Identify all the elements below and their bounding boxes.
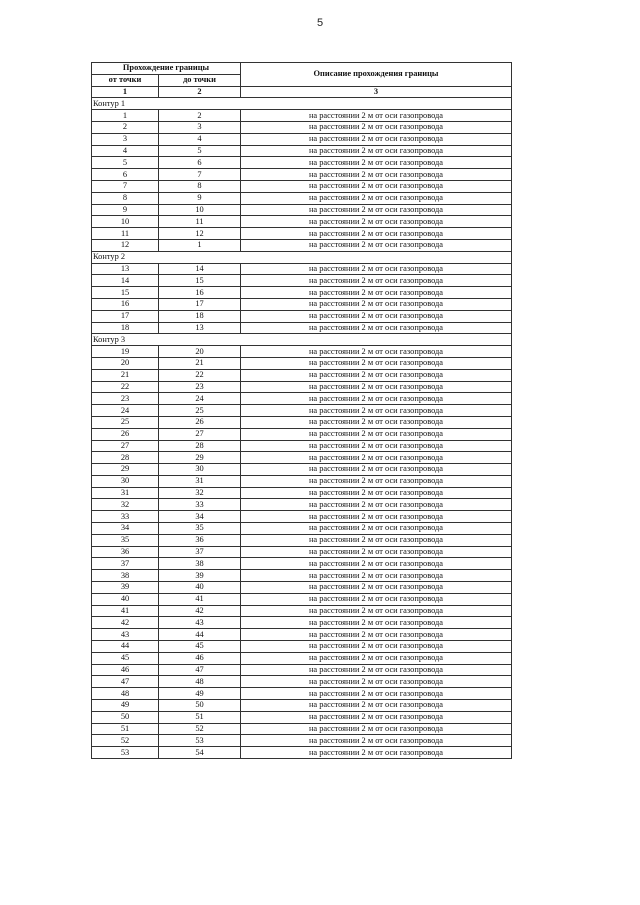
description-cell: на расстоянии 2 м от оси газопровода [241,464,512,476]
to-point-cell: 18 [159,310,241,322]
table-row [92,157,512,169]
to-point-cell: 45 [159,641,241,653]
from-point-cell: 35 [92,534,159,546]
from-point-cell: 37 [92,558,159,570]
from-point-cell: 10 [92,216,159,228]
description-cell: на расстоянии 2 м от оси газопровода [241,558,512,570]
contour-label: Контур 2 [92,251,512,263]
from-point-cell: 6 [92,169,159,181]
to-point-cell: 53 [159,735,241,747]
table-row [92,310,512,322]
table-row [92,204,512,216]
to-point-cell: 38 [159,558,241,570]
to-point-cell: 5 [159,145,241,157]
table-row [92,228,512,240]
description-cell: на расстоянии 2 м от оси газопровода [241,381,512,393]
from-point-cell: 46 [92,664,159,676]
description-cell: на расстоянии 2 м от оси газопровода [241,523,512,535]
description-cell: на расстоянии 2 м от оси газопровода [241,110,512,122]
description-cell: на расстоянии 2 м от оси газопровода [241,582,512,594]
from-point-cell: 52 [92,735,159,747]
to-point-cell: 39 [159,570,241,582]
to-point-cell: 10 [159,204,241,216]
description-cell: на расстоянии 2 м от оси газопровода [241,216,512,228]
from-point-cell: 8 [92,192,159,204]
to-point-cell: 6 [159,157,241,169]
to-point-cell: 12 [159,228,241,240]
description-cell: на расстоянии 2 м от оси газопровода [241,534,512,546]
table-row [92,475,512,487]
header-from-point: от точки [92,74,159,86]
table-row [92,322,512,334]
description-cell: на расстоянии 2 м от оси газопровода [241,747,512,759]
from-point-cell: 4 [92,145,159,157]
to-point-cell: 21 [159,357,241,369]
table-row [92,735,512,747]
description-cell: на расстоянии 2 м от оси газопровода [241,700,512,712]
table-row [92,570,512,582]
header-description: Описание прохождения границы [241,63,512,87]
description-cell: на расстоянии 2 м от оси газопровода [241,121,512,133]
from-point-cell: 20 [92,357,159,369]
to-point-cell: 2 [159,110,241,122]
to-point-cell: 54 [159,747,241,759]
to-point-cell: 42 [159,605,241,617]
table-row [92,676,512,688]
table-row [92,688,512,700]
table-row [92,440,512,452]
to-point-cell: 32 [159,487,241,499]
table-row [92,428,512,440]
to-point-cell: 26 [159,416,241,428]
to-point-cell: 34 [159,511,241,523]
to-point-cell: 14 [159,263,241,275]
description-cell: на расстоянии 2 м от оси газопровода [241,180,512,192]
to-point-cell: 29 [159,452,241,464]
to-point-cell: 23 [159,381,241,393]
from-point-cell: 3 [92,133,159,145]
table-row [92,239,512,251]
to-point-cell: 28 [159,440,241,452]
to-point-cell: 44 [159,629,241,641]
to-point-cell: 16 [159,287,241,299]
table-row [92,263,512,275]
table-row [92,416,512,428]
description-cell: на расстоянии 2 м от оси газопровода [241,192,512,204]
to-point-cell: 3 [159,121,241,133]
description-cell: на расстоянии 2 м от оси газопровода [241,570,512,582]
from-point-cell: 49 [92,700,159,712]
header-col-number-2: 2 [159,86,241,98]
from-point-cell: 11 [92,228,159,240]
from-point-cell: 12 [92,239,159,251]
to-point-cell: 52 [159,723,241,735]
from-point-cell: 50 [92,711,159,723]
description-cell: на расстоянии 2 м от оси газопровода [241,723,512,735]
description-cell: на расстоянии 2 м от оси газопровода [241,310,512,322]
contour-row [92,251,512,263]
description-cell: на расстоянии 2 м от оси газопровода [241,239,512,251]
table-row [92,121,512,133]
from-point-cell: 15 [92,287,159,299]
description-cell: на расстоянии 2 м от оси газопровода [241,145,512,157]
description-cell: на расстоянии 2 м от оси газопровода [241,298,512,310]
contour-label: Контур 1 [92,98,512,110]
table-row [92,169,512,181]
from-point-cell: 27 [92,440,159,452]
from-point-cell: 29 [92,464,159,476]
table-row [92,652,512,664]
table-row [92,298,512,310]
description-cell: на расстоянии 2 м от оси газопровода [241,664,512,676]
from-point-cell: 43 [92,629,159,641]
table-row [92,145,512,157]
from-point-cell: 53 [92,747,159,759]
to-point-cell: 40 [159,582,241,594]
table-row [92,546,512,558]
table-row [92,357,512,369]
table-row [92,641,512,653]
from-point-cell: 25 [92,416,159,428]
to-point-cell: 31 [159,475,241,487]
to-point-cell: 1 [159,239,241,251]
to-point-cell: 48 [159,676,241,688]
from-point-cell: 45 [92,652,159,664]
table-row [92,499,512,511]
header-col-number-1: 1 [92,86,159,98]
table-row [92,511,512,523]
from-point-cell: 22 [92,381,159,393]
table-row [92,381,512,393]
to-point-cell: 35 [159,523,241,535]
from-point-cell: 1 [92,110,159,122]
table-row [92,393,512,405]
table-row [92,629,512,641]
from-point-cell: 38 [92,570,159,582]
table-row [92,558,512,570]
from-point-cell: 13 [92,263,159,275]
table-header [92,63,512,98]
description-cell: на расстоянии 2 м от оси газопровода [241,546,512,558]
from-point-cell: 28 [92,452,159,464]
description-cell: на расстоянии 2 м от оси газопровода [241,157,512,169]
from-point-cell: 23 [92,393,159,405]
description-cell: на расстоянии 2 м от оси газопровода [241,263,512,275]
table-row [92,346,512,358]
table-row [92,287,512,299]
to-point-cell: 22 [159,369,241,381]
from-point-cell: 24 [92,405,159,417]
from-point-cell: 2 [92,121,159,133]
from-point-cell: 34 [92,523,159,535]
to-point-cell: 36 [159,534,241,546]
from-point-cell: 51 [92,723,159,735]
description-cell: на расстоянии 2 м от оси газопровода [241,416,512,428]
table-row [92,487,512,499]
to-point-cell: 9 [159,192,241,204]
to-point-cell: 50 [159,700,241,712]
description-cell: на расстоянии 2 м от оси газопровода [241,204,512,216]
description-cell: на расстоянии 2 м от оси газопровода [241,287,512,299]
description-cell: на расстоянии 2 м от оси газопровода [241,452,512,464]
description-cell: на расстоянии 2 м от оси газопровода [241,322,512,334]
table-row [92,711,512,723]
description-cell: на расстоянии 2 м от оси газопровода [241,393,512,405]
description-cell: на расстоянии 2 м от оси газопровода [241,641,512,653]
from-point-cell: 19 [92,346,159,358]
to-point-cell: 41 [159,593,241,605]
from-point-cell: 14 [92,275,159,287]
to-point-cell: 30 [159,464,241,476]
description-cell: на расстоянии 2 м от оси газопровода [241,487,512,499]
table-row [92,110,512,122]
table-row [92,605,512,617]
from-point-cell: 40 [92,593,159,605]
table-row [92,723,512,735]
description-cell: на расстоянии 2 м от оси газопровода [241,676,512,688]
table-row [92,180,512,192]
from-point-cell: 30 [92,475,159,487]
to-point-cell: 7 [159,169,241,181]
description-cell: на расстоянии 2 м от оси газопровода [241,346,512,358]
from-point-cell: 41 [92,605,159,617]
table-row [92,664,512,676]
table-row [92,593,512,605]
to-point-cell: 49 [159,688,241,700]
description-cell: на расстоянии 2 м от оси газопровода [241,617,512,629]
from-point-cell: 7 [92,180,159,192]
description-cell: на расстоянии 2 м от оси газопровода [241,711,512,723]
from-point-cell: 21 [92,369,159,381]
table-row [92,700,512,712]
description-cell: на расстоянии 2 м от оси газопровода [241,369,512,381]
to-point-cell: 46 [159,652,241,664]
to-point-cell: 11 [159,216,241,228]
from-point-cell: 33 [92,511,159,523]
from-point-cell: 16 [92,298,159,310]
table-row [92,369,512,381]
header-boundary-group: Прохождение границы [92,63,241,75]
table-row [92,133,512,145]
description-cell: на расстоянии 2 м от оси газопровода [241,169,512,181]
from-point-cell: 39 [92,582,159,594]
description-cell: на расстоянии 2 м от оси газопровода [241,652,512,664]
from-point-cell: 48 [92,688,159,700]
header-to-point: до точки [159,74,241,86]
to-point-cell: 15 [159,275,241,287]
description-cell: на расстоянии 2 м от оси газопровода [241,605,512,617]
description-cell: на расстоянии 2 м от оси газопровода [241,228,512,240]
to-point-cell: 27 [159,428,241,440]
table-row [92,747,512,759]
from-point-cell: 47 [92,676,159,688]
to-point-cell: 33 [159,499,241,511]
to-point-cell: 47 [159,664,241,676]
description-cell: на расстоянии 2 м от оси газопровода [241,688,512,700]
description-cell: на расстоянии 2 м от оси газопровода [241,428,512,440]
contour-label: Контур 3 [92,334,512,346]
to-point-cell: 4 [159,133,241,145]
description-cell: на расстоянии 2 м от оси газопровода [241,357,512,369]
table-row [92,405,512,417]
description-cell: на расстоянии 2 м от оси газопровода [241,593,512,605]
description-cell: на расстоянии 2 м от оси газопровода [241,275,512,287]
to-point-cell: 8 [159,180,241,192]
table-row [92,534,512,546]
to-point-cell: 20 [159,346,241,358]
from-point-cell: 31 [92,487,159,499]
table-row [92,275,512,287]
description-cell: на расстоянии 2 м от оси газопровода [241,475,512,487]
table-row [92,617,512,629]
to-point-cell: 17 [159,298,241,310]
description-cell: на расстоянии 2 м от оси газопровода [241,629,512,641]
boundary-table [91,62,512,759]
to-point-cell: 37 [159,546,241,558]
contour-row [92,334,512,346]
page-number: 5 [316,17,324,29]
table-row [92,582,512,594]
header-col-number-3: 3 [241,86,512,98]
contour-row [92,98,512,110]
to-point-cell: 24 [159,393,241,405]
description-cell: на расстоянии 2 м от оси газопровода [241,405,512,417]
from-point-cell: 5 [92,157,159,169]
from-point-cell: 17 [92,310,159,322]
from-point-cell: 44 [92,641,159,653]
description-cell: на расстоянии 2 м от оси газопровода [241,133,512,145]
to-point-cell: 13 [159,322,241,334]
description-cell: на расстоянии 2 м от оси газопровода [241,499,512,511]
table-row [92,192,512,204]
from-point-cell: 42 [92,617,159,629]
description-cell: на расстоянии 2 м от оси газопровода [241,511,512,523]
to-point-cell: 51 [159,711,241,723]
table-row [92,464,512,476]
from-point-cell: 36 [92,546,159,558]
table-body [92,98,512,759]
table-row [92,216,512,228]
table-row [92,452,512,464]
description-cell: на расстоянии 2 м от оси газопровода [241,440,512,452]
from-point-cell: 9 [92,204,159,216]
to-point-cell: 25 [159,405,241,417]
from-point-cell: 18 [92,322,159,334]
description-cell: на расстоянии 2 м от оси газопровода [241,735,512,747]
from-point-cell: 32 [92,499,159,511]
to-point-cell: 43 [159,617,241,629]
table-row [92,523,512,535]
from-point-cell: 26 [92,428,159,440]
